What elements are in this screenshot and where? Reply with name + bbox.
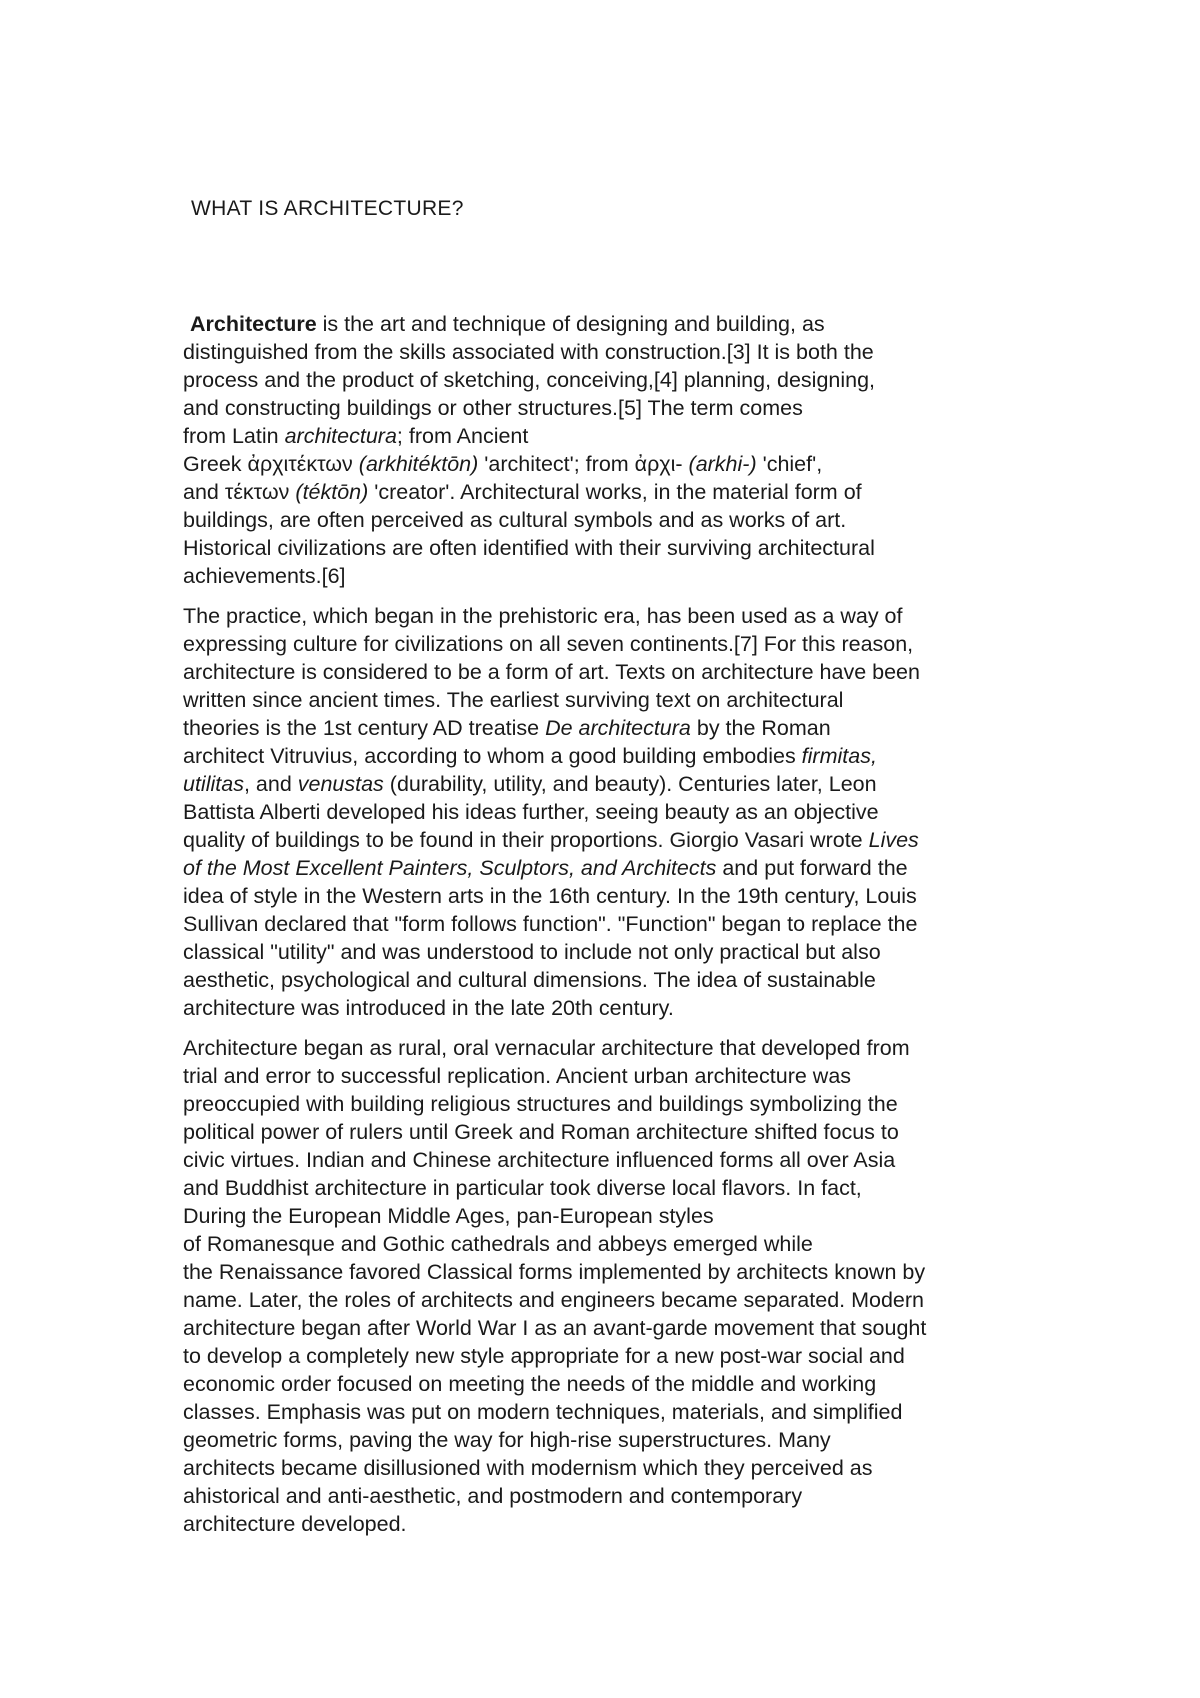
text-line <box>183 422 1053 450</box>
italic-text: (arkhi-) <box>688 452 757 476</box>
text-run: The practice, which began in the prehistoric era, has been used as a way of <box>183 604 903 628</box>
text-run: to develop a completely new style appropriate for a new post-war social and <box>183 1344 905 1368</box>
text-run: architects became disillusioned with modernism which they perceived as <box>183 1456 873 1480</box>
text-line <box>183 686 1053 714</box>
text-line <box>183 1342 1053 1370</box>
text-run: aesthetic, psychological and cultural dimensions. The idea of sustainable <box>183 968 876 992</box>
text-run: is the art and technique of designing and building, as <box>316 312 825 336</box>
text-run: of Romanesque and Gothic cathedrals and abbeys emerged while <box>183 1232 813 1256</box>
text-run: process and the product of sketching, conceiving,[4] planning, designing, <box>183 368 876 392</box>
text-run: ; from Ancient <box>396 424 529 448</box>
paragraph <box>183 602 1053 1022</box>
text-run: distinguished from the skills associated with construction.[3] It is both the <box>183 340 874 364</box>
text-run: idea of style in the Western arts in the 16th century. In the 19th century, Louis <box>183 884 917 908</box>
text-line <box>183 338 1053 366</box>
text-run: and <box>183 480 225 504</box>
text-run: and constructing buildings or other structures.[5] The term comes <box>183 396 803 420</box>
text-run: classes. Emphasis was put on modern techniques, materials, and simplified <box>183 1400 903 1424</box>
text-run: architecture developed. <box>183 1512 407 1536</box>
text-line <box>183 910 1053 938</box>
text-line <box>183 1286 1053 1314</box>
text-line <box>183 1314 1053 1342</box>
text-line <box>183 506 1053 534</box>
text-run: written since ancient times. The earliest surviving text on architectural <box>183 688 844 712</box>
text-line <box>183 1510 1053 1538</box>
text-line <box>183 742 1053 770</box>
text-line <box>183 1258 1053 1286</box>
text-run: political power of rulers until Greek and Roman architecture shifted focus to <box>183 1120 899 1144</box>
paragraph <box>183 1034 1053 1538</box>
text-line <box>183 310 1053 338</box>
greek-word: ἀρχιτέκτων <box>247 452 353 476</box>
text-run: architecture began after World War I as an avant-garde movement that sought <box>183 1316 927 1340</box>
text-run: the Renaissance favored Classical forms implemented by architects known by <box>183 1260 926 1284</box>
text-run: 'creator'. Architectural works, in the material form of <box>368 480 862 504</box>
text-run: expressing culture for civilizations on all seven continents.[7] For this reason, <box>183 632 914 656</box>
paragraph <box>183 310 1053 590</box>
text-run: ahistorical and anti-aesthetic, and postmodern and contemporary <box>183 1484 803 1508</box>
text-run: preoccupied with building religious structures and buildings symbolizing the <box>183 1092 898 1116</box>
text-line <box>183 394 1053 422</box>
text-run: and put forward the <box>716 856 908 880</box>
italic-text: De architectura <box>545 716 691 740</box>
text-run: Architecture began as rural, oral vernacular architecture that developed from <box>183 1036 910 1060</box>
text-line <box>183 1146 1053 1174</box>
text-run: trial and error to successful replication. Ancient urban architecture was <box>183 1064 852 1088</box>
text-line <box>183 826 1053 854</box>
italic-text: Lives <box>868 828 919 852</box>
text-run: During the European Middle Ages, pan-European styles <box>183 1204 714 1228</box>
document-title: WHAT IS ARCHITECTURE? <box>191 197 464 220</box>
italic-text: firmitas, <box>801 744 877 768</box>
text-line <box>183 630 1053 658</box>
document-body <box>183 310 1053 1550</box>
text-line <box>183 798 1053 826</box>
text-run: by the Roman <box>690 716 831 740</box>
text-line <box>183 562 1053 590</box>
text-line <box>183 714 1053 742</box>
text-line <box>183 450 1053 478</box>
text-line <box>183 1062 1053 1090</box>
text-run: geometric forms, paving the way for high-rise superstructures. Many <box>183 1428 831 1452</box>
text-line <box>183 1426 1053 1454</box>
text-line <box>183 854 1053 882</box>
italic-text: architectura <box>284 424 397 448</box>
text-run: (durability, utility, and beauty). Centuries later, Leon <box>383 772 877 796</box>
text-run: theories is the 1st century AD treatise <box>183 716 546 740</box>
text-run: architecture is considered to be a form of art. Texts on architecture have been <box>183 660 920 684</box>
greek-word: τέκτων <box>224 480 290 504</box>
text-line <box>183 1482 1053 1510</box>
text-run: achievements.[6] <box>183 564 346 588</box>
text-line <box>183 1118 1053 1146</box>
text-run: , and <box>243 772 298 796</box>
text-run: quality of buildings to be found in their proportions. Giorgio Vasari wrote <box>183 828 869 852</box>
text-line <box>183 366 1053 394</box>
text-line <box>183 658 1053 686</box>
text-line <box>183 1090 1053 1118</box>
text-line <box>183 534 1053 562</box>
text-line <box>183 602 1053 630</box>
text-line <box>183 1230 1053 1258</box>
text-run: economic order focused on meeting the needs of the middle and working <box>183 1372 877 1396</box>
text-line <box>183 882 1053 910</box>
text-run: 'chief', <box>756 452 823 476</box>
italic-text: venustas <box>297 772 384 796</box>
text-run: Battista Alberti developed his ideas further, seeing beauty as an objective <box>183 800 879 824</box>
text-line <box>183 1454 1053 1482</box>
text-run: architecture was introduced in the late 20th century. <box>183 996 674 1020</box>
text-line <box>183 994 1053 1022</box>
text-run: 'architect'; from <box>478 452 635 476</box>
text-line <box>183 1174 1053 1202</box>
bold-term: Architecture <box>190 312 317 336</box>
text-run: classical "utility" and was understood to include not only practical but also <box>183 940 881 964</box>
text-run: architect Vitruvius, according to whom a good building embodies <box>183 744 802 768</box>
text-line <box>183 1398 1053 1426</box>
text-line <box>183 966 1053 994</box>
text-run: Greek <box>183 452 248 476</box>
text-run: civic virtues. Indian and Chinese architecture influenced forms all over Asia <box>183 1148 896 1172</box>
text-line <box>183 1202 1053 1230</box>
greek-word: ἀρχι- <box>634 452 683 476</box>
text-line <box>183 1034 1053 1062</box>
text-run: Historical civilizations are often identified with their surviving architectural <box>183 536 875 560</box>
text-line <box>183 938 1053 966</box>
italic-text: of the Most Excellent Painters, Sculptors, and Architects <box>183 856 717 880</box>
text-run: Sullivan declared that "form follows function". "Function" began to replace the <box>183 912 918 936</box>
text-line <box>183 770 1053 798</box>
text-run: and Buddhist architecture in particular took diverse local flavors. In fact, <box>183 1176 862 1200</box>
italic-text: (téktōn) <box>295 480 369 504</box>
text-line <box>183 478 1053 506</box>
text-run: from Latin <box>183 424 285 448</box>
italic-text: (arkhitéktōn) <box>358 452 479 476</box>
italic-text: utilitas <box>183 772 244 796</box>
text-run: buildings, are often perceived as cultural symbols and as works of art. <box>183 508 847 532</box>
text-line <box>183 1370 1053 1398</box>
text-run: name. Later, the roles of architects and engineers became separated. Modern <box>183 1288 924 1312</box>
